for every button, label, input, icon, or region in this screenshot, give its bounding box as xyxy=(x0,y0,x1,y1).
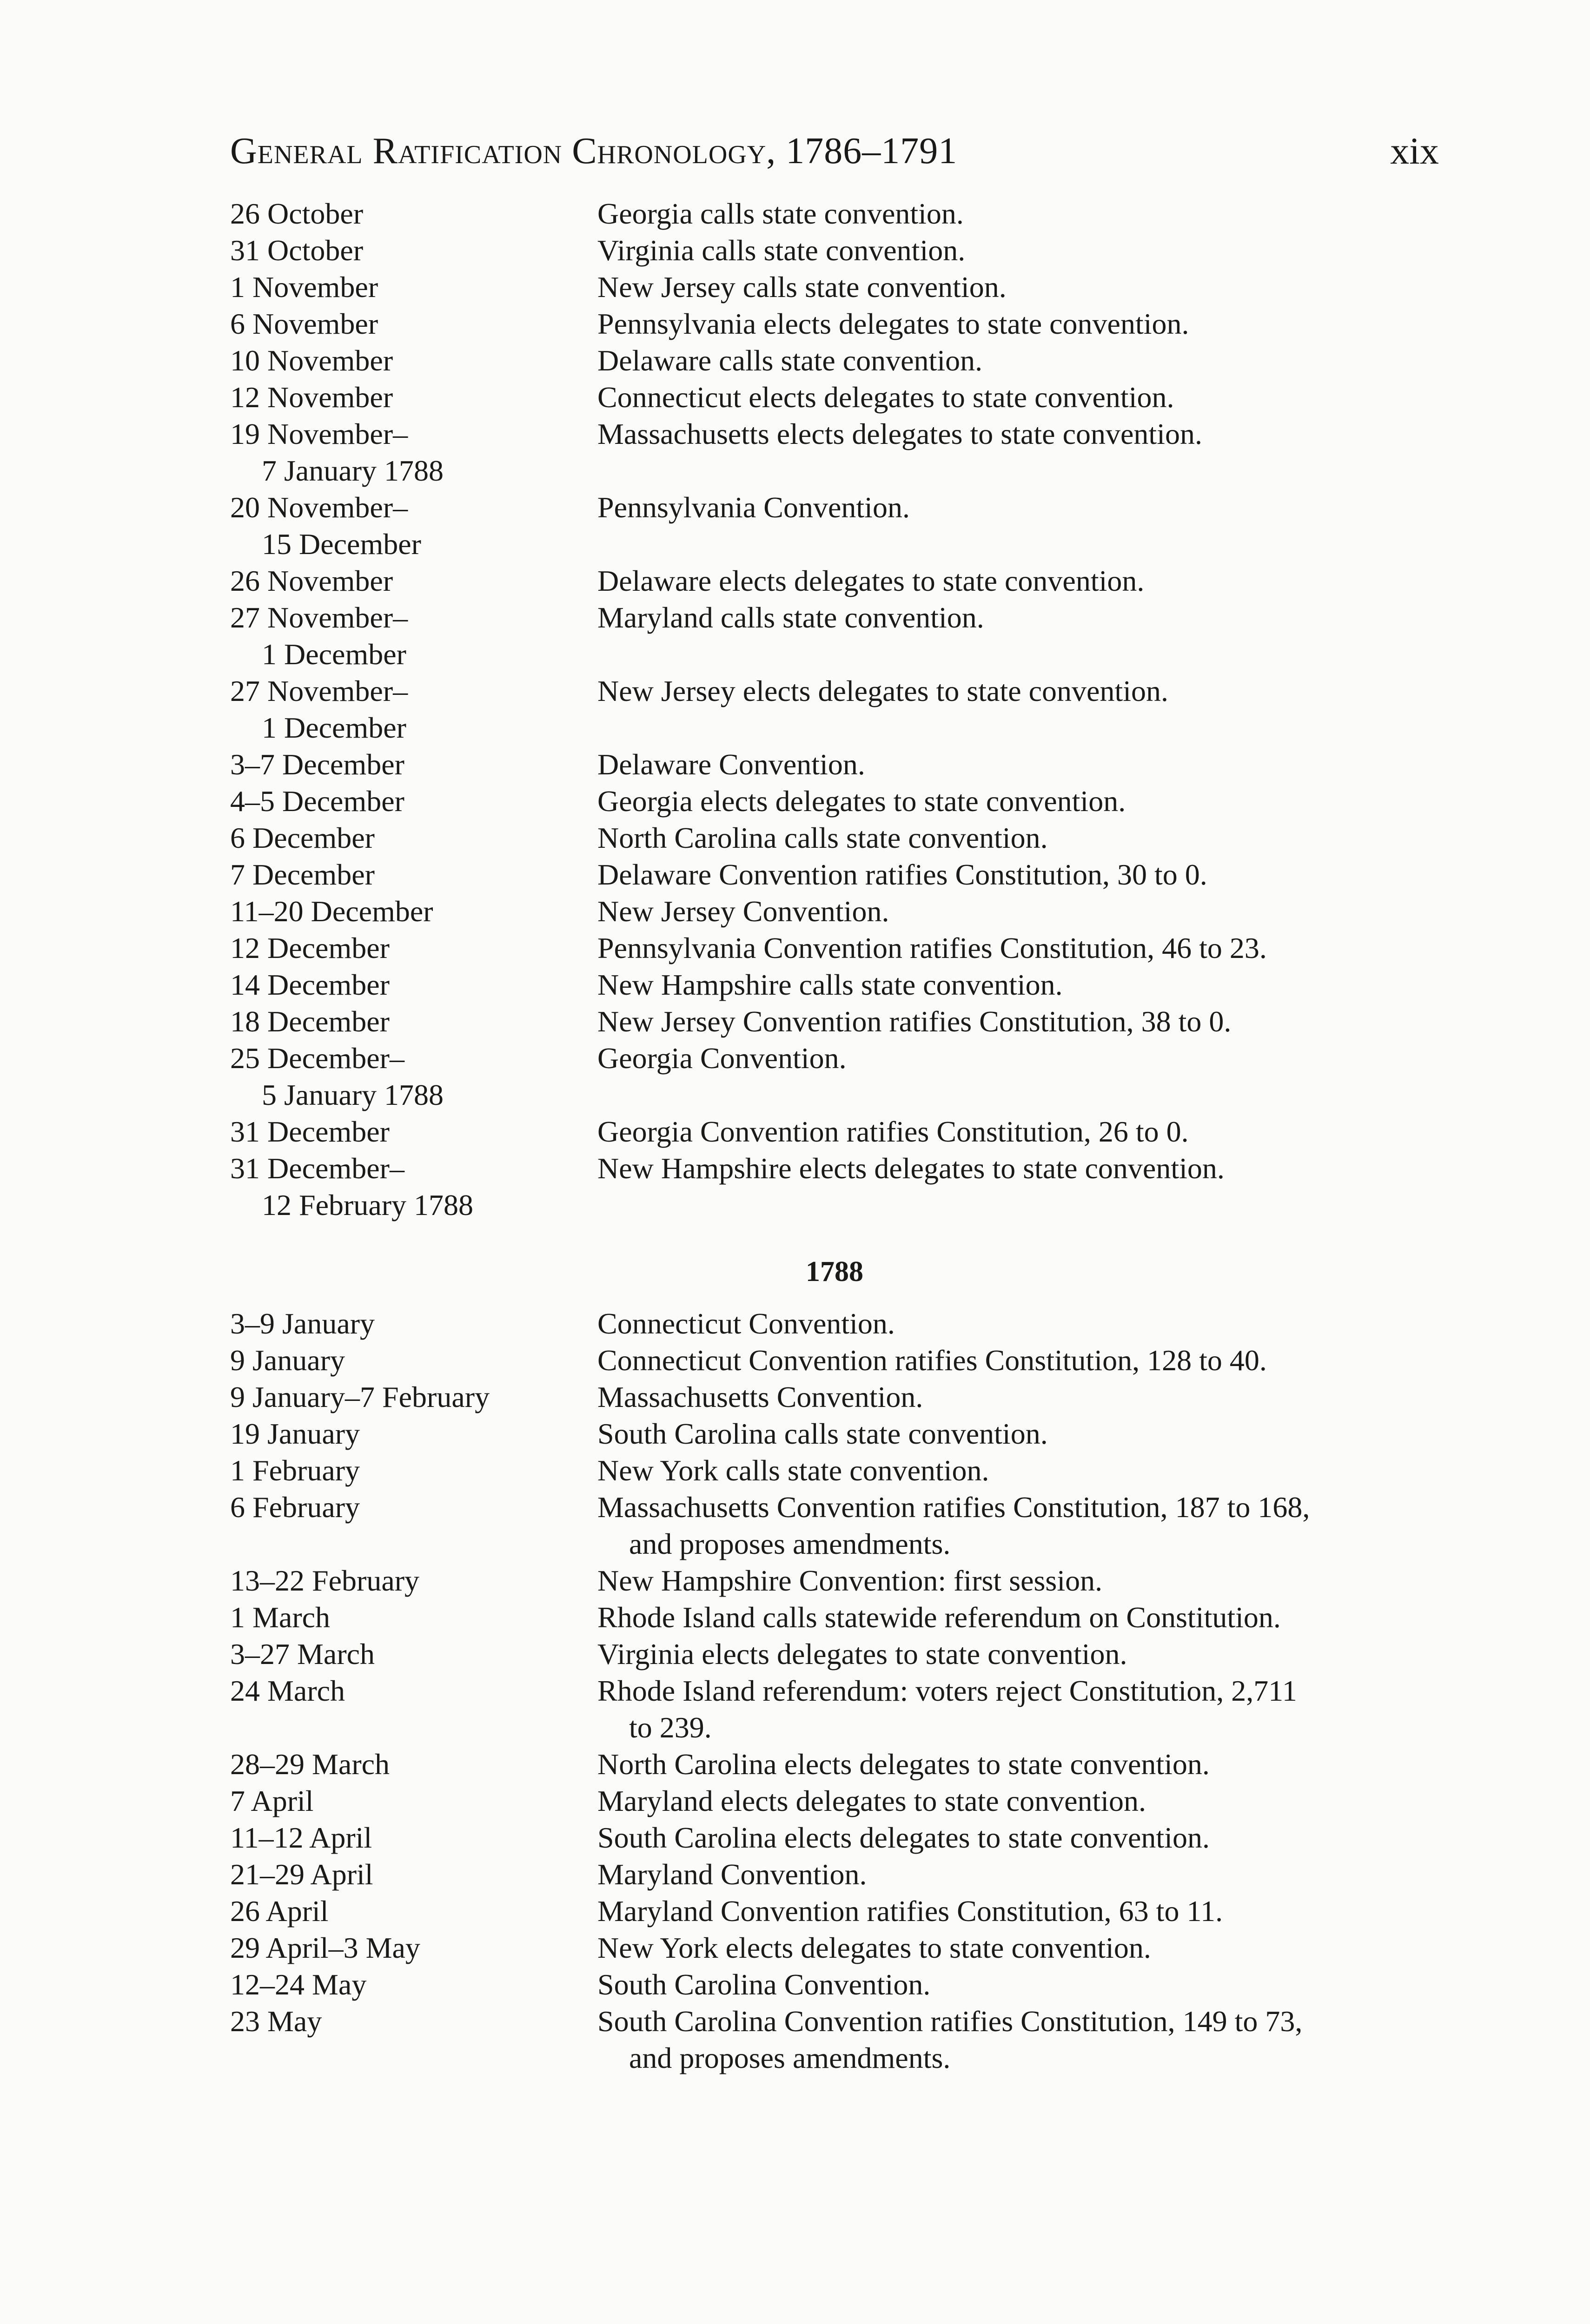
entry-date-text: 11–12 April xyxy=(230,1821,372,1854)
chronology-entry xyxy=(230,1746,1439,1783)
chronology-entry xyxy=(230,1150,1439,1223)
chronology-entry xyxy=(230,1113,1439,1150)
entry-event-text: Pennsylvania elects delegates to state convention. xyxy=(597,307,1189,340)
entry-event xyxy=(597,489,1439,562)
chronology-entry xyxy=(230,1819,1439,1856)
entry-date-text: 12 November xyxy=(230,381,393,414)
entry-event xyxy=(597,1636,1439,1672)
entry-date xyxy=(230,930,597,966)
entry-date xyxy=(230,1856,597,1893)
entry-date xyxy=(230,1342,597,1379)
entry-date xyxy=(230,1893,597,1929)
entry-event-text: North Carolina calls state convention. xyxy=(597,821,1048,854)
entry-date xyxy=(230,1489,597,1562)
running-header xyxy=(230,121,1439,181)
entry-event-text: Massachusetts elects delegates to state convention. xyxy=(597,417,1202,450)
entry-date xyxy=(230,1452,597,1489)
entry-event xyxy=(597,1929,1439,1966)
entry-event-text: North Carolina elects delegates to state convention. xyxy=(597,1748,1210,1781)
entry-date-text: 25 December– xyxy=(230,1042,404,1075)
running-title: General Ratification Chronology, 1786–1791 xyxy=(230,131,958,172)
entry-date-text: 31 October xyxy=(230,234,364,267)
chronology-entry xyxy=(230,379,1439,416)
entry-event xyxy=(597,1040,1439,1113)
entry-date-text: 1 November xyxy=(230,271,378,304)
entry-event-text: Virginia calls state convention. xyxy=(597,234,966,267)
entry-date-text: 11–20 December xyxy=(230,895,433,928)
entry-date xyxy=(230,2003,597,2076)
entry-event-text: Maryland Convention. xyxy=(597,1858,867,1891)
entry-date xyxy=(230,819,597,856)
entry-date xyxy=(230,1929,597,1966)
entry-date-text: 7 April xyxy=(230,1784,314,1817)
entry-event xyxy=(597,1113,1439,1150)
entry-date xyxy=(230,746,597,783)
entry-event-text: Maryland elects delegates to state convention. xyxy=(597,1784,1146,1817)
entry-date xyxy=(230,269,597,305)
entry-event-text: New Hampshire Convention: first session. xyxy=(597,1564,1103,1597)
entry-event-text: Massachusetts Convention. xyxy=(597,1380,923,1413)
entry-event xyxy=(597,1672,1439,1746)
chronology-entry xyxy=(230,1562,1439,1599)
entry-date-text: 14 December xyxy=(230,968,390,1001)
entry-event-text: New Jersey Convention. xyxy=(597,895,889,928)
chronology-1787 xyxy=(230,195,1439,1223)
entry-event xyxy=(597,1003,1439,1040)
entry-event-text: South Carolina calls state convention. xyxy=(597,1417,1048,1450)
entry-event xyxy=(597,305,1439,342)
entry-date-text: 31 December– xyxy=(230,1152,404,1185)
entry-event-text: Rhode Island calls statewide referendum on Constitution. xyxy=(597,1601,1281,1634)
entry-date-text: 10 November xyxy=(230,344,393,377)
entry-event-text: Georgia calls state convention. xyxy=(597,197,964,230)
entry-date-continuation: 5 January 1788 xyxy=(262,1078,444,1111)
entry-event xyxy=(597,342,1439,379)
entry-date-text: 6 November xyxy=(230,307,378,340)
chronology-entry xyxy=(230,269,1439,305)
chronology-entry xyxy=(230,1893,1439,1929)
entry-event xyxy=(597,269,1439,305)
entry-event xyxy=(597,232,1439,269)
entry-event xyxy=(597,1966,1439,2003)
entry-event-continuation: to 239. xyxy=(629,1711,712,1744)
entry-date-text: 13–22 February xyxy=(230,1564,420,1597)
entry-date xyxy=(230,1783,597,1819)
chronology-entry xyxy=(230,416,1439,489)
document-page xyxy=(230,121,1439,2076)
entry-event-continuation: and proposes amendments. xyxy=(629,2041,951,2074)
entry-date xyxy=(230,1672,597,1746)
entry-date-text: 23 May xyxy=(230,2005,322,2038)
entry-date-text: 3–7 December xyxy=(230,748,404,781)
entry-event-text: Georgia Convention ratifies Constitution, 26 to 0. xyxy=(597,1115,1189,1148)
entry-date-text: 19 November– xyxy=(230,417,408,450)
entry-event xyxy=(597,819,1439,856)
entry-event-text: Delaware Convention ratifies Constitution, 30 to 0. xyxy=(597,858,1207,891)
entry-event xyxy=(597,746,1439,783)
chronology-entry xyxy=(230,2003,1439,2076)
entry-date xyxy=(230,1562,597,1599)
entry-date-text: 12 December xyxy=(230,931,390,964)
entry-event-text: Massachusetts Convention ratifies Constitution, 187 to 168, xyxy=(597,1491,1310,1524)
entry-event-text: Georgia Convention. xyxy=(597,1042,847,1075)
entry-event-text: Rhode Island referendum: voters reject Constitution, 2,711 xyxy=(597,1674,1297,1707)
entry-event xyxy=(597,930,1439,966)
chronology-entry xyxy=(230,1599,1439,1636)
chronology-entry xyxy=(230,1966,1439,2003)
chronology-entry xyxy=(230,746,1439,783)
entry-event-text: New Jersey elects delegates to state convention. xyxy=(597,674,1168,707)
chronology-entry xyxy=(230,1305,1439,1342)
entry-date xyxy=(230,489,597,562)
entry-date-continuation: 1 December xyxy=(262,638,406,671)
chronology-entry xyxy=(230,1929,1439,1966)
entry-event-text: Delaware Convention. xyxy=(597,748,865,781)
entry-event xyxy=(597,856,1439,893)
entry-date xyxy=(230,379,597,416)
entry-date-text: 3–9 January xyxy=(230,1307,375,1340)
entry-event-text: Pennsylvania Convention ratifies Constitution, 46 to 23. xyxy=(597,931,1267,964)
entry-event-text: South Carolina Convention ratifies Constitution, 149 to 73, xyxy=(597,2005,1303,2038)
chronology-entry xyxy=(230,195,1439,232)
entry-date xyxy=(230,305,597,342)
entry-date-text: 26 October xyxy=(230,197,364,230)
chronology-entry xyxy=(230,562,1439,599)
entry-date xyxy=(230,1599,597,1636)
entry-event-text: Delaware elects delegates to state convention. xyxy=(597,564,1145,597)
chronology-entry xyxy=(230,489,1439,562)
chronology-entry xyxy=(230,1672,1439,1746)
chronology-entry xyxy=(230,1040,1439,1113)
entry-event xyxy=(597,599,1439,673)
entry-date xyxy=(230,1150,597,1223)
year-heading: 1788 xyxy=(806,1256,863,1287)
entry-date xyxy=(230,1966,597,2003)
entry-date-text: 29 April–3 May xyxy=(230,1931,420,1964)
entry-date-text: 1 March xyxy=(230,1601,331,1634)
entry-date xyxy=(230,1040,597,1113)
entry-date-continuation: 7 January 1788 xyxy=(262,454,444,487)
entry-date-continuation: 1 December xyxy=(262,711,406,744)
entry-event-text: New Jersey calls state convention. xyxy=(597,271,1007,304)
entry-event xyxy=(597,1893,1439,1929)
entry-date-text: 9 January xyxy=(230,1344,345,1377)
entry-event xyxy=(597,1379,1439,1415)
chronology-entry xyxy=(230,930,1439,966)
entry-event xyxy=(597,1415,1439,1452)
chronology-entry xyxy=(230,1415,1439,1452)
entry-event-text: Connecticut elects delegates to state convention. xyxy=(597,381,1174,414)
entry-date xyxy=(230,1636,597,1672)
entry-date-text: 19 January xyxy=(230,1417,360,1450)
chronology-1788 xyxy=(230,1305,1439,2076)
entry-event-text: New York calls state convention. xyxy=(597,1454,989,1487)
entry-event xyxy=(597,195,1439,232)
chronology-entry xyxy=(230,1783,1439,1819)
entry-date-text: 24 March xyxy=(230,1674,345,1707)
entry-event xyxy=(597,1746,1439,1783)
entry-event xyxy=(597,1856,1439,1893)
entry-event xyxy=(597,1783,1439,1819)
entry-date xyxy=(230,599,597,673)
entry-date xyxy=(230,1746,597,1783)
entry-event xyxy=(597,416,1439,489)
chronology-entry xyxy=(230,893,1439,930)
entry-date xyxy=(230,342,597,379)
entry-event xyxy=(597,562,1439,599)
entry-date xyxy=(230,232,597,269)
entry-event xyxy=(597,673,1439,746)
entry-event-text: Maryland Convention ratifies Constitution, 63 to 11. xyxy=(597,1895,1223,1928)
chronology-entry xyxy=(230,342,1439,379)
entry-date xyxy=(230,1113,597,1150)
entry-date-text: 21–29 April xyxy=(230,1858,373,1891)
entry-event-text: New Hampshire calls state convention. xyxy=(597,968,1063,1001)
chronology-entry xyxy=(230,232,1439,269)
chronology-entry xyxy=(230,1856,1439,1893)
chronology-entry xyxy=(230,966,1439,1003)
entry-event xyxy=(597,2003,1439,2076)
entry-date-text: 31 December xyxy=(230,1115,390,1148)
entry-event xyxy=(597,1150,1439,1223)
chronology-entry xyxy=(230,1342,1439,1379)
chronology-entry xyxy=(230,1452,1439,1489)
entry-date-continuation: 12 February 1788 xyxy=(262,1188,474,1221)
entry-event xyxy=(597,1562,1439,1599)
entry-event xyxy=(597,1305,1439,1342)
entry-event-text: New York elects delegates to state convention. xyxy=(597,1931,1151,1964)
entry-event xyxy=(597,1489,1439,1562)
entry-date-text: 27 November– xyxy=(230,601,408,634)
chronology-entry xyxy=(230,305,1439,342)
chronology-entry xyxy=(230,856,1439,893)
entry-date-text: 28–29 March xyxy=(230,1748,390,1781)
chronology-entry xyxy=(230,819,1439,856)
entry-event xyxy=(597,1342,1439,1379)
entry-event-text: Maryland calls state convention. xyxy=(597,601,984,634)
entry-event xyxy=(597,783,1439,819)
chronology-entry xyxy=(230,1379,1439,1415)
entry-date-text: 26 April xyxy=(230,1895,329,1928)
entry-date xyxy=(230,195,597,232)
page-number: xix xyxy=(1390,130,1439,172)
entry-date xyxy=(230,856,597,893)
entry-event-text: Connecticut Convention. xyxy=(597,1307,895,1340)
entry-date xyxy=(230,1305,597,1342)
entry-event-text: Pennsylvania Convention. xyxy=(597,491,910,524)
entry-date xyxy=(230,673,597,746)
chronology-entry xyxy=(230,1636,1439,1672)
entry-date-text: 3–27 March xyxy=(230,1637,375,1670)
entry-date-text: 12–24 May xyxy=(230,1968,367,2001)
entry-event xyxy=(597,1819,1439,1856)
chronology-entry xyxy=(230,599,1439,673)
entry-date xyxy=(230,783,597,819)
entry-date xyxy=(230,1819,597,1856)
entry-event xyxy=(597,1452,1439,1489)
entry-date-text: 26 November xyxy=(230,564,393,597)
entry-event-text: Connecticut Convention ratifies Constitution, 128 to 40. xyxy=(597,1344,1267,1377)
entry-date xyxy=(230,1415,597,1452)
entry-date xyxy=(230,562,597,599)
entry-date xyxy=(230,966,597,1003)
entry-event xyxy=(597,966,1439,1003)
entry-date xyxy=(230,893,597,930)
entry-event-text: New Hampshire elects delegates to state convention. xyxy=(597,1152,1225,1185)
entry-date-text: 6 February xyxy=(230,1491,360,1524)
entry-date-text: 7 December xyxy=(230,858,375,891)
entry-event-text: South Carolina Convention. xyxy=(597,1968,931,2001)
entry-event xyxy=(597,379,1439,416)
entry-event xyxy=(597,893,1439,930)
entry-date-continuation: 15 December xyxy=(262,528,421,561)
entry-event-text: Delaware calls state convention. xyxy=(597,344,983,377)
entry-event xyxy=(597,1599,1439,1636)
entry-event-text: Virginia elects delegates to state convention. xyxy=(597,1637,1127,1670)
chronology-entry xyxy=(230,783,1439,819)
entry-date-text: 6 December xyxy=(230,821,375,854)
entry-date-text: 18 December xyxy=(230,1005,390,1038)
entry-date xyxy=(230,1003,597,1040)
entry-date-text: 27 November– xyxy=(230,674,408,707)
entry-event-text: New Jersey Convention ratifies Constitution, 38 to 0. xyxy=(597,1005,1232,1038)
entry-date-text: 1 February xyxy=(230,1454,360,1487)
entry-date-text: 9 January–7 February xyxy=(230,1380,490,1413)
entry-date-text: 4–5 December xyxy=(230,785,404,818)
entry-event-continuation: and proposes amendments. xyxy=(629,1527,951,1560)
entry-date-text: 20 November– xyxy=(230,491,408,524)
entry-date xyxy=(230,416,597,489)
entry-event-text: South Carolina elects delegates to state convention. xyxy=(597,1821,1210,1854)
chronology-entry xyxy=(230,1003,1439,1040)
entry-event-text: Georgia elects delegates to state convention. xyxy=(597,785,1126,818)
chronology-entry xyxy=(230,673,1439,746)
chronology-entry xyxy=(230,1489,1439,1562)
entry-date xyxy=(230,1379,597,1415)
